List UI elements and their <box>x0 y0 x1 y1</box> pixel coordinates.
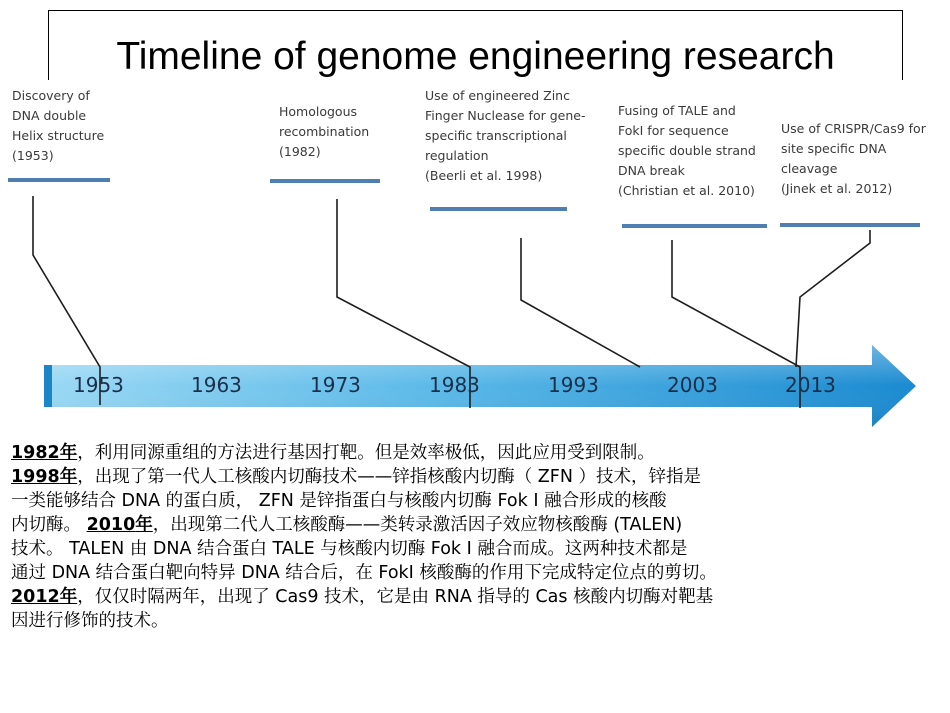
year-label-1983: 1983 <box>429 373 480 397</box>
year-number: 1982 <box>11 443 60 463</box>
connector-1998 <box>521 238 640 367</box>
event-line: (1953) <box>12 148 54 163</box>
year-suffix: 年 <box>59 467 78 487</box>
year-1982 <box>11 443 77 463</box>
connector-2012 <box>796 230 870 367</box>
event-bar-1953 <box>8 178 110 182</box>
event-dna-helix <box>12 86 104 166</box>
event-line: (Beerli et al. 1998) <box>425 168 543 183</box>
description-line: 技术。 TALEN 由 DNA 结合蛋白 TALE 与核酸内切酶 Fok I 融合而成。这两种技术都是 <box>11 539 688 559</box>
year-label-1953: 1953 <box>73 373 124 397</box>
event-tale-foki <box>618 101 756 201</box>
event-line: Discovery of <box>12 88 90 103</box>
event-line: FokI for sequence <box>618 123 729 138</box>
year-label-2013: 2013 <box>785 373 836 397</box>
event-line: DNA break <box>618 163 685 178</box>
year-2012 <box>11 587 77 607</box>
description-line: 一类能够结合 DNA 的蛋白质， ZFN 是锌指蛋白与核酸内切酶 Fok I 融合形成的核酸 <box>11 491 667 511</box>
description-text: ，利用同源重组的方法进行基因打靶。但是效率极低，因此应用受到限制。 <box>77 443 655 463</box>
event-zinc-finger <box>425 86 585 186</box>
event-line: (Jinek et al. 2012) <box>781 181 893 196</box>
event-line: specific double strand <box>618 143 756 158</box>
description-line: 通过 DNA 结合蛋白靶向特异 DNA 结合后，在 FokI 核酸酶的作用下完成特定位点的剪切。 <box>11 563 717 583</box>
arrow-tail-stripe <box>44 365 52 407</box>
event-line: (1982) <box>279 144 321 159</box>
year-label-1973: 1973 <box>310 373 361 397</box>
event-bar-2010 <box>622 224 767 228</box>
description-text: ，仅仅时隔两年，出现了 Cas9 技术，它是由 RNA 指导的 Cas 核酸内切酶对靶基 <box>77 587 714 607</box>
year-number: 2012 <box>11 587 60 607</box>
event-line: Use of engineered Zinc <box>425 88 570 103</box>
year-1998 <box>11 467 77 487</box>
event-line: Homologous <box>279 104 358 119</box>
event-crispr-cas9 <box>781 119 926 199</box>
event-line: DNA double <box>12 108 87 123</box>
event-line: Fusing of TALE and <box>618 103 736 118</box>
year-suffix: 年 <box>59 443 78 463</box>
event-line: regulation <box>425 148 489 163</box>
event-line: recombination <box>279 124 370 139</box>
description-paragraph <box>11 441 941 633</box>
year-label-1993: 1993 <box>548 373 599 397</box>
event-bar-1982 <box>270 179 380 183</box>
event-line: (Christian et al. 2010) <box>618 183 755 198</box>
event-line: Use of CRISPR/Cas9 for <box>781 121 926 136</box>
description-text: ，出现第二代人工核酸酶——类转录激活因子效应物核酸酶 (TALEN) <box>152 515 683 535</box>
description-line <box>11 441 941 465</box>
year-suffix: 年 <box>59 587 78 607</box>
description-line <box>11 585 941 609</box>
event-bar-1998 <box>430 207 567 211</box>
description-text: 内切酶。 <box>11 515 87 535</box>
description-line <box>11 465 941 489</box>
event-line: cleavage <box>781 161 838 176</box>
description-line <box>11 513 941 537</box>
description-text: ，出现了第一代人工核酸内切酶技术——锌指核酸内切酶（ ZFN ）技术，锌指是 <box>77 467 701 487</box>
year-2010 <box>87 515 153 535</box>
event-line: specific transcriptional <box>425 128 567 143</box>
event-bar-2012 <box>780 223 920 227</box>
year-number: 2010 <box>86 515 136 535</box>
event-homologous-recombination <box>279 102 369 162</box>
description-line: 因进行修饰的技术。 <box>11 611 169 631</box>
event-line: Finger Nuclease for gene- <box>425 108 586 123</box>
year-number: 1998 <box>11 467 60 487</box>
event-line: Helix structure <box>12 128 105 143</box>
year-label-2003: 2003 <box>667 373 718 397</box>
event-line: site specific DNA <box>781 141 887 156</box>
year-label-1963: 1963 <box>191 373 242 397</box>
year-suffix: 年 <box>135 515 153 535</box>
page-title: Timeline of genome engineering research <box>116 35 835 78</box>
